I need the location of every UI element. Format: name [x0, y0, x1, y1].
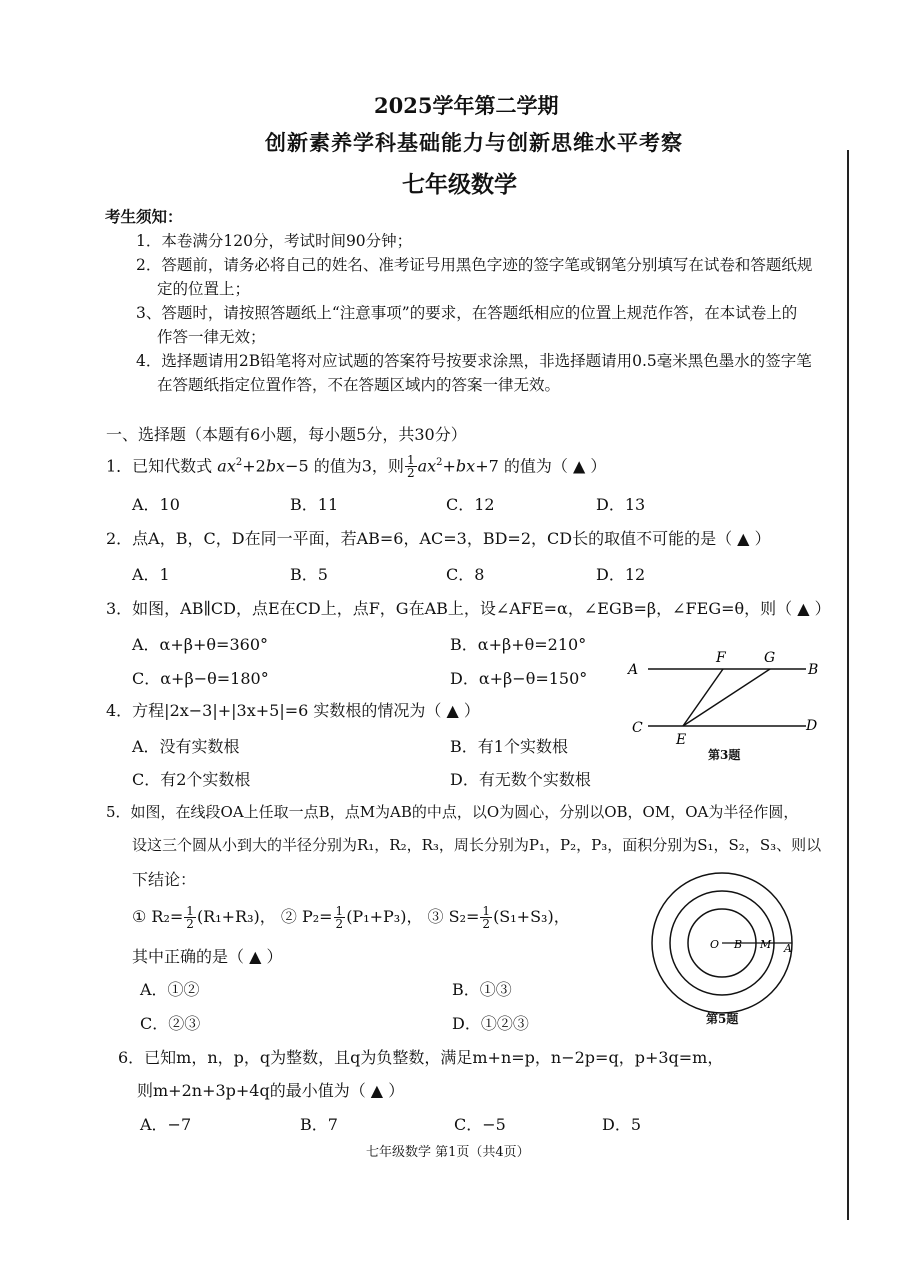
q5-figure: [650, 870, 810, 1030]
page-footer: 七年级数学 第1页（共4页）: [366, 1145, 530, 1160]
notice-item-2-cont: 定的位置上；: [157, 280, 251, 298]
q4-option-a: A．没有实数根: [132, 737, 240, 756]
exam-main-title: 创新素养学科基础能力与创新思维水平考察: [265, 130, 683, 155]
label-g: G: [764, 650, 776, 666]
notice-item-4: 4．选择题请用2B铅笔将对应试题的答案符号按要求涂黑，非选择题请用0.5毫米黑色墨水的签字笔: [136, 352, 812, 370]
conclusion-3: ③ S₂= $\frac{1}{2}$ (S₁+S₃)，: [427, 904, 570, 931]
label-a: A: [628, 662, 639, 678]
notice-item-2: 2．答题前，请务必将自己的姓名、准考证号用黑色字迹的签字笔或钢笔分别填写在试卷和答题纸规: [136, 256, 813, 274]
q5-option-c: C．②③: [140, 1014, 201, 1033]
q1-option-b: B．11: [290, 495, 339, 514]
notice-item-3: 3、答题时，请按照答题纸上“注意事项”的要求，在答题纸相应的位置上规范作答，在本试卷上的: [136, 304, 798, 322]
label-e: E: [676, 732, 687, 748]
question-5-line2: 设这三个圆从小到大的半径分别为R₁，R₂，R₃，周长分别为P₁，P₂，P₃，面积分别为S₁，S₂，S₃、则以: [132, 836, 822, 854]
label-b: B: [808, 662, 819, 678]
q3-option-d: D．α+β−θ=150°: [450, 669, 588, 688]
label-b: B: [734, 938, 743, 951]
q3-option-c: C．α+β−θ=180°: [132, 669, 269, 688]
q2-option-b: B．5: [290, 565, 328, 584]
subject-title: 七年级数学: [402, 171, 517, 198]
question-5-prompt: 其中正确的是（ ▲ ）: [132, 947, 283, 966]
label-a: A: [784, 942, 792, 955]
exam-term-title: 2025学年第二学期: [374, 93, 559, 118]
question-5-line3: 下结论：: [132, 870, 197, 889]
q6-option-d: D．5: [602, 1115, 642, 1134]
q3-figure-caption: 第3题: [708, 748, 741, 762]
section-heading: 一、选择题（本题有6小题，每小题5分，共30分）: [106, 425, 467, 444]
conclusion-1: ① R₂= $\frac{1}{2}$ (R₁+R₃)，: [132, 904, 276, 931]
q1-option-d: D．13: [596, 495, 646, 514]
q2-option-d: D．12: [596, 565, 646, 584]
segment-eg: [683, 669, 770, 726]
label-c: C: [632, 720, 643, 736]
q6-option-b: B．7: [300, 1115, 338, 1134]
label-o: O: [710, 938, 720, 951]
question-2: 2．点A，B，C，D在同一平面，若AB=6，AC=3，BD=2，CD长的取值不可能的是（ ▲ ）: [106, 529, 771, 548]
q5-figure-caption: 第5题: [706, 1012, 739, 1026]
question-3: 3．如图，AB∥CD，点E在CD上，点F，G在AB上，设∠AFE=α，∠EGB=β，∠FEG=θ，则（ ▲ ）: [106, 599, 831, 618]
q4-option-d: D．有无数个实数根: [450, 770, 591, 789]
label-f: F: [716, 650, 726, 666]
q1-option-c: C．12: [446, 495, 495, 514]
q5-option-d: D．①②③: [452, 1014, 529, 1033]
conclusion-2: ② P₂= $\frac{1}{2}$ (P₁+P₃)，: [280, 904, 423, 931]
page-edge-line: [847, 150, 849, 1220]
q6-option-a: A．−7: [140, 1115, 192, 1134]
question-6-line1: 6．已知m，n，p，q为整数，且q为负整数，满足m+n=p，n−2p=q，p+3q=m，: [118, 1048, 724, 1067]
question-5-conclusions: [132, 903, 570, 931]
q5-option-b: B．①③: [452, 980, 512, 999]
notice-item-4-cont: 在答题纸指定位置作答，不在答题区域内的答案一律无效。: [157, 376, 561, 394]
q3-option-a: A．α+β+θ=360°: [132, 635, 269, 654]
q1-option-a: A．10: [132, 495, 180, 514]
question-6-line2: 则m+2n+3p+4q的最小值为（ ▲ ）: [137, 1081, 405, 1100]
question-1: 1．已知代数式 $ax^2+2bx-5$ 的值为3，则 $\frac{1}{2}$ $ax^2+bx+7$ 的值为（ ▲ ）: [106, 453, 607, 481]
notice-item-1: 1．本卷满分120分，考试时间90分钟；: [136, 232, 413, 250]
q5-option-a: A．①②: [140, 980, 200, 999]
q6-option-c: C．−5: [454, 1115, 506, 1134]
notice-item-3-cont: 作答一律无效；: [157, 328, 266, 346]
q2-option-a: A．1: [132, 565, 170, 584]
q3-option-b: B．α+β+θ=210°: [450, 635, 587, 654]
q4-option-c: C．有2个实数根: [132, 770, 251, 789]
label-m: M: [760, 938, 772, 951]
q4-option-b: B．有1个实数根: [450, 737, 568, 756]
segment-ef: [683, 669, 723, 726]
q2-option-c: C．8: [446, 565, 485, 584]
notice-heading: 考生须知：: [105, 207, 183, 226]
label-d: D: [806, 718, 818, 734]
question-4: 4．方程|2x−3|+|3x+5|=6 实数根的情况为（ ▲ ）: [106, 701, 480, 720]
question-5-line1: 5．如图，在线段OA上任取一点B，点M为AB的中点，以O为圆心，分别以OB，OM，OA为半径作圆，: [106, 803, 799, 821]
